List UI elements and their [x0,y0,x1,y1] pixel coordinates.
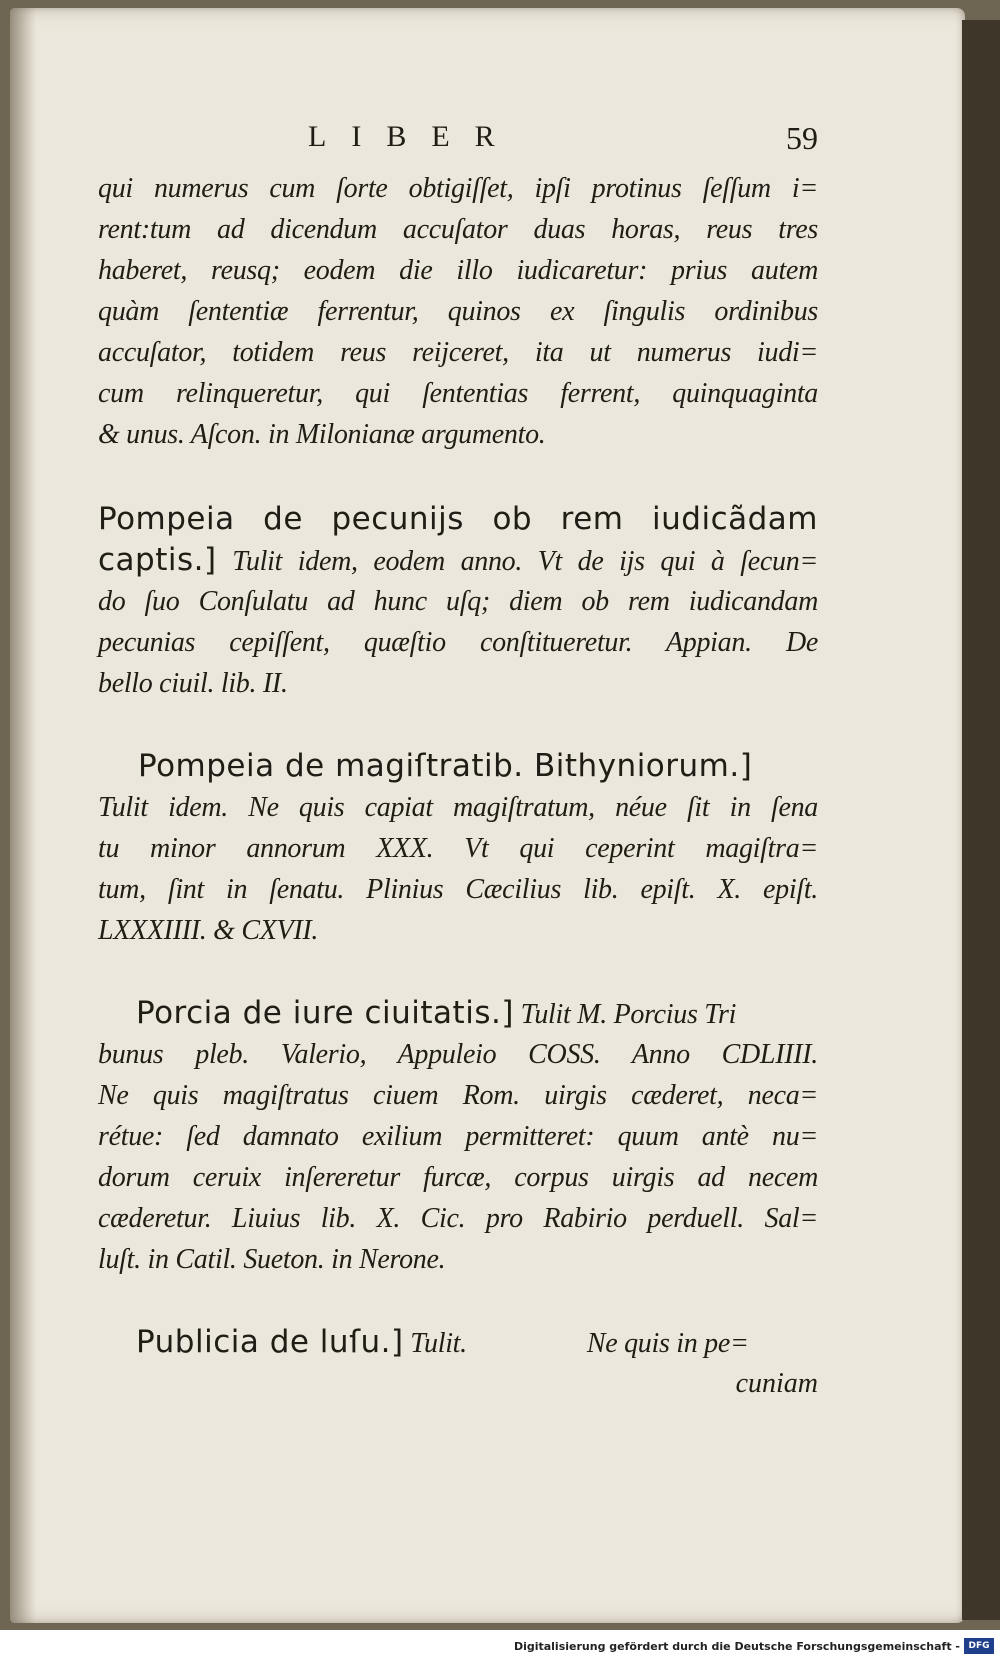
text-line: rent:tum ad dicendum accuſator duas horas, reus tres [98,214,818,245]
paragraph-gap [98,951,818,993]
text-line: quàm ſententiæ ferrentur, quinos ex ſingulis ordinibus [98,296,818,327]
text-line: tu minor annorum XXX. Vt qui ceperint magiſtra= [98,833,818,864]
text-line: bunus pleb. Valerio, Appuleio COSS. Anno CDLIIII. [98,1039,818,1070]
text-line: accuſator, totidem reus reijceret, ita ut numerus iudi= [98,337,818,368]
entry-pompeia-de-pecuniis [98,499,818,704]
text-line: tum, ſint in ſenatu. Plinius Cæcilius lib. epiſt. X. epiſt. [98,874,818,905]
entry-pompeia-de-magistratibus [98,746,818,951]
text-line: rétue: ſed damnato exilium permitteret: quum antè nu= [98,1121,818,1152]
text-line [98,1322,818,1363]
text-line [98,993,818,1034]
page-number: 59 [786,120,818,156]
entry-text: Tulit idem, eodem anno. Vt de ijs qui à ſecun= [216,546,818,577]
text-line: qui numerus cum ſorte obtigiſſet, ipſi protinus ſeſſum i= [98,173,818,204]
entry-text: Ne quis in pe= [586,1328,749,1359]
paragraph-gap [98,1280,818,1322]
dfg-logo: DFG [964,1638,994,1654]
text-line: Ne quis magiſtratus ciuem Rom. uirgis cæderet, neca= [98,1080,818,1111]
text-line: Tulit idem. Ne quis capiat magiſtratum, néue ſit in ſena [98,792,818,823]
text-line: haberet, reusq; eodem die illo iudicaretur: prius autem [98,255,818,286]
text-line: luſt. in Catil. Sueton. in Nerone. [98,1244,446,1275]
text-line [98,540,818,581]
entry-text: Tulit. [403,1328,467,1359]
text-line: bello ciuil. lib. II. [98,668,288,699]
text-line: do ſuo Conſulatu ad hunc uſq; diem ob rem iudicandam [98,586,818,617]
entry-heading: Pompeia de pecunijs ob rem iudicãdam [98,501,818,537]
text-line: dorum ceruix inſereretur furcæ, corpus uirgis ad necem [98,1162,818,1193]
entry-heading: Publicia de luſu.] [136,1324,404,1360]
paragraph-gap [98,455,818,499]
spine-shadow [10,8,36,1623]
running-head [98,120,818,166]
entry-publicia-de-lusu [98,1322,818,1404]
text-line: cæderetur. Liuius lib. X. Cic. pro Rabirio perduell. Sal= [98,1203,818,1234]
entry-text: Tulit M. Porcius Tri [513,999,737,1030]
funding-credit: Digitalisierung gefördert durch die Deutsche Forschungsgemeinschaft - [513,1640,960,1653]
running-head-title: LIBER [308,120,520,153]
digitization-footer [0,1630,1000,1665]
paragraph-continuation [98,168,818,455]
catchword: cuniam [735,1368,818,1399]
entry-porcia-de-iure-ciuitatis [98,993,818,1280]
text-line: & unus. Aſcon. in Milonianæ argumento. [98,419,546,450]
text-line: cum relinqueretur, qui ſententias ferrent, quinquaginta [98,378,818,409]
paragraph-gap [98,704,818,746]
entry-heading-cont: captis.] [98,542,217,578]
text-line: LXXXIIII. & CXVII. [98,915,319,946]
entry-heading: Pompeia de magiſtratib. Bithyniorum.] [138,748,753,784]
text-line: pecunias cepiſſent, quæſtio conſtitueretur. Appian. De [98,627,818,658]
page-edge [962,20,1000,1620]
page-text-block [98,120,818,1404]
entry-heading: Porcia de iure ciuitatis.] [136,995,514,1031]
